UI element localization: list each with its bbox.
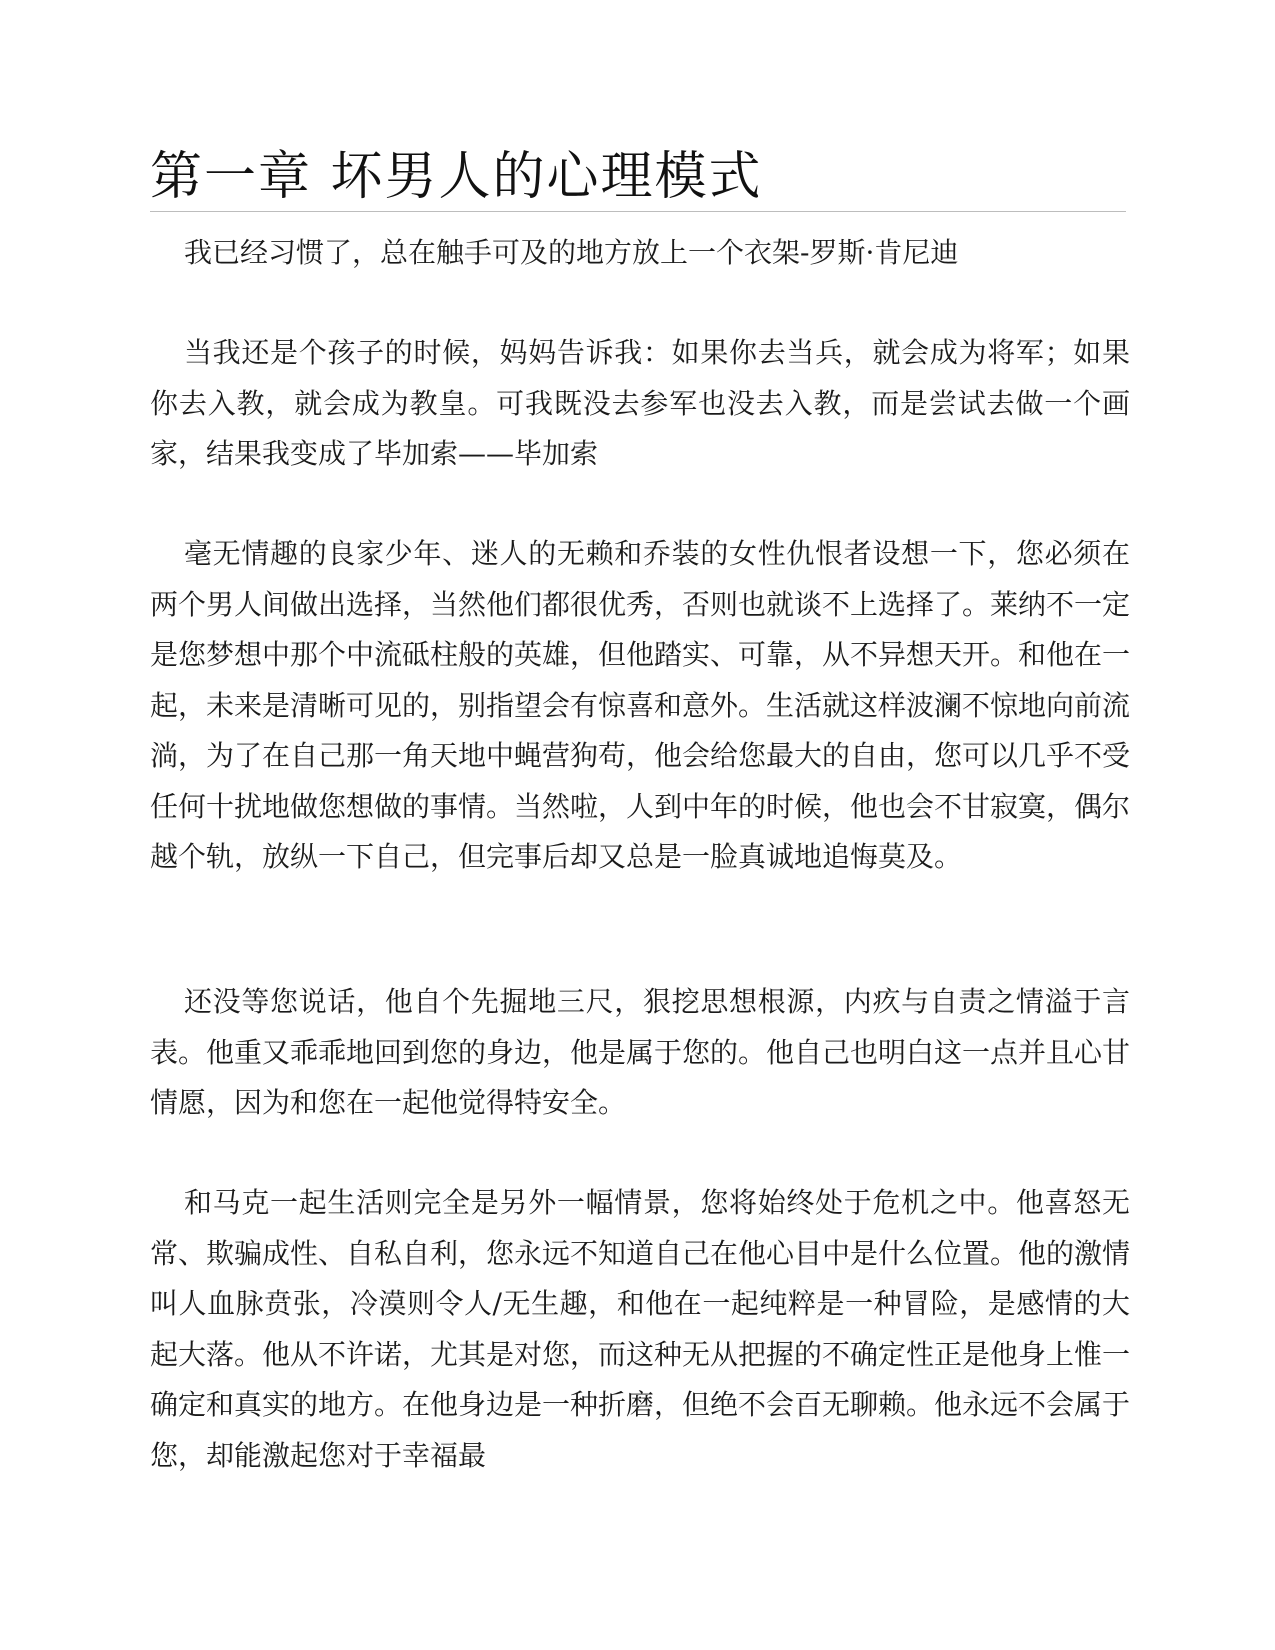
title-underline: [150, 211, 1126, 212]
body-paragraph: 当我还是个孩子的时候，妈妈告诉我：如果你去当兵，就会成为将军；如果你去入教，就会成为教皇。可我既没去参军也没去入教，而是尝试去做一个画家，结果我变成了毕加索——毕加索: [150, 336, 1130, 470]
body-paragraph: 毫无情趣的良家少年、迷人的无赖和乔装的女性仇恨者设想一下，您必须在两个男人间做出选择，当然他们都很优秀，否则也就谈不上选择了。莱纳不一定是您梦想中那个中流砥柱般的英雄，但他踏实、可靠，从不异想天开。和他在一起，未来是清晰可见的，别指望会有惊喜和意外。生活就这样波澜不惊地向前流淌，为了在自己那一角天地中蝇营狗苟，他会给您最大的自由，您可以几乎不受任何十扰地做您想做的事情。当然啦，人到中年的时候，他也会不甘寂寞，偶尔越个轨，放纵一下自己，但完事后却又总是一脸真诚地追悔莫及。: [150, 537, 1131, 873]
chapter-title: 第一章 坏男人的心理模式: [150, 147, 763, 207]
body-paragraph: 还没等您说话，他自个先掘地三尺，狠挖思想根源，内疚与自责之情溢于言表。他重又乖乖地回到您的身边，他是属于您的。他自己也明白这一点并且心甘情愿，因为和您在一起他觉得特安全。: [150, 985, 1131, 1119]
body-paragraph: 和马克一起生活则完全是另外一幅情景，您将始终处于危机之中。他喜怒无常、欺骗成性、自私自利，您永远不知道自己在他心目中是什么位置。他的激情叫人血脉贲张，冷漠则令人/无生趣，和他在一起纯粹是一种冒险，是感情的大起大落。他从不许诺，尤其是对您，而这种无从把握的不确定性正是他身上惟一确定和真实的地方。在他身边是一种折磨，但绝不会百无聊赖。他永远不会属于您，却能激起您对于幸福最: [150, 1186, 1131, 1472]
epigraph-paragraph: 我已经习惯了，总在触手可及的地方放上一个衣架-罗斯·肯尼迪: [184, 236, 959, 269]
